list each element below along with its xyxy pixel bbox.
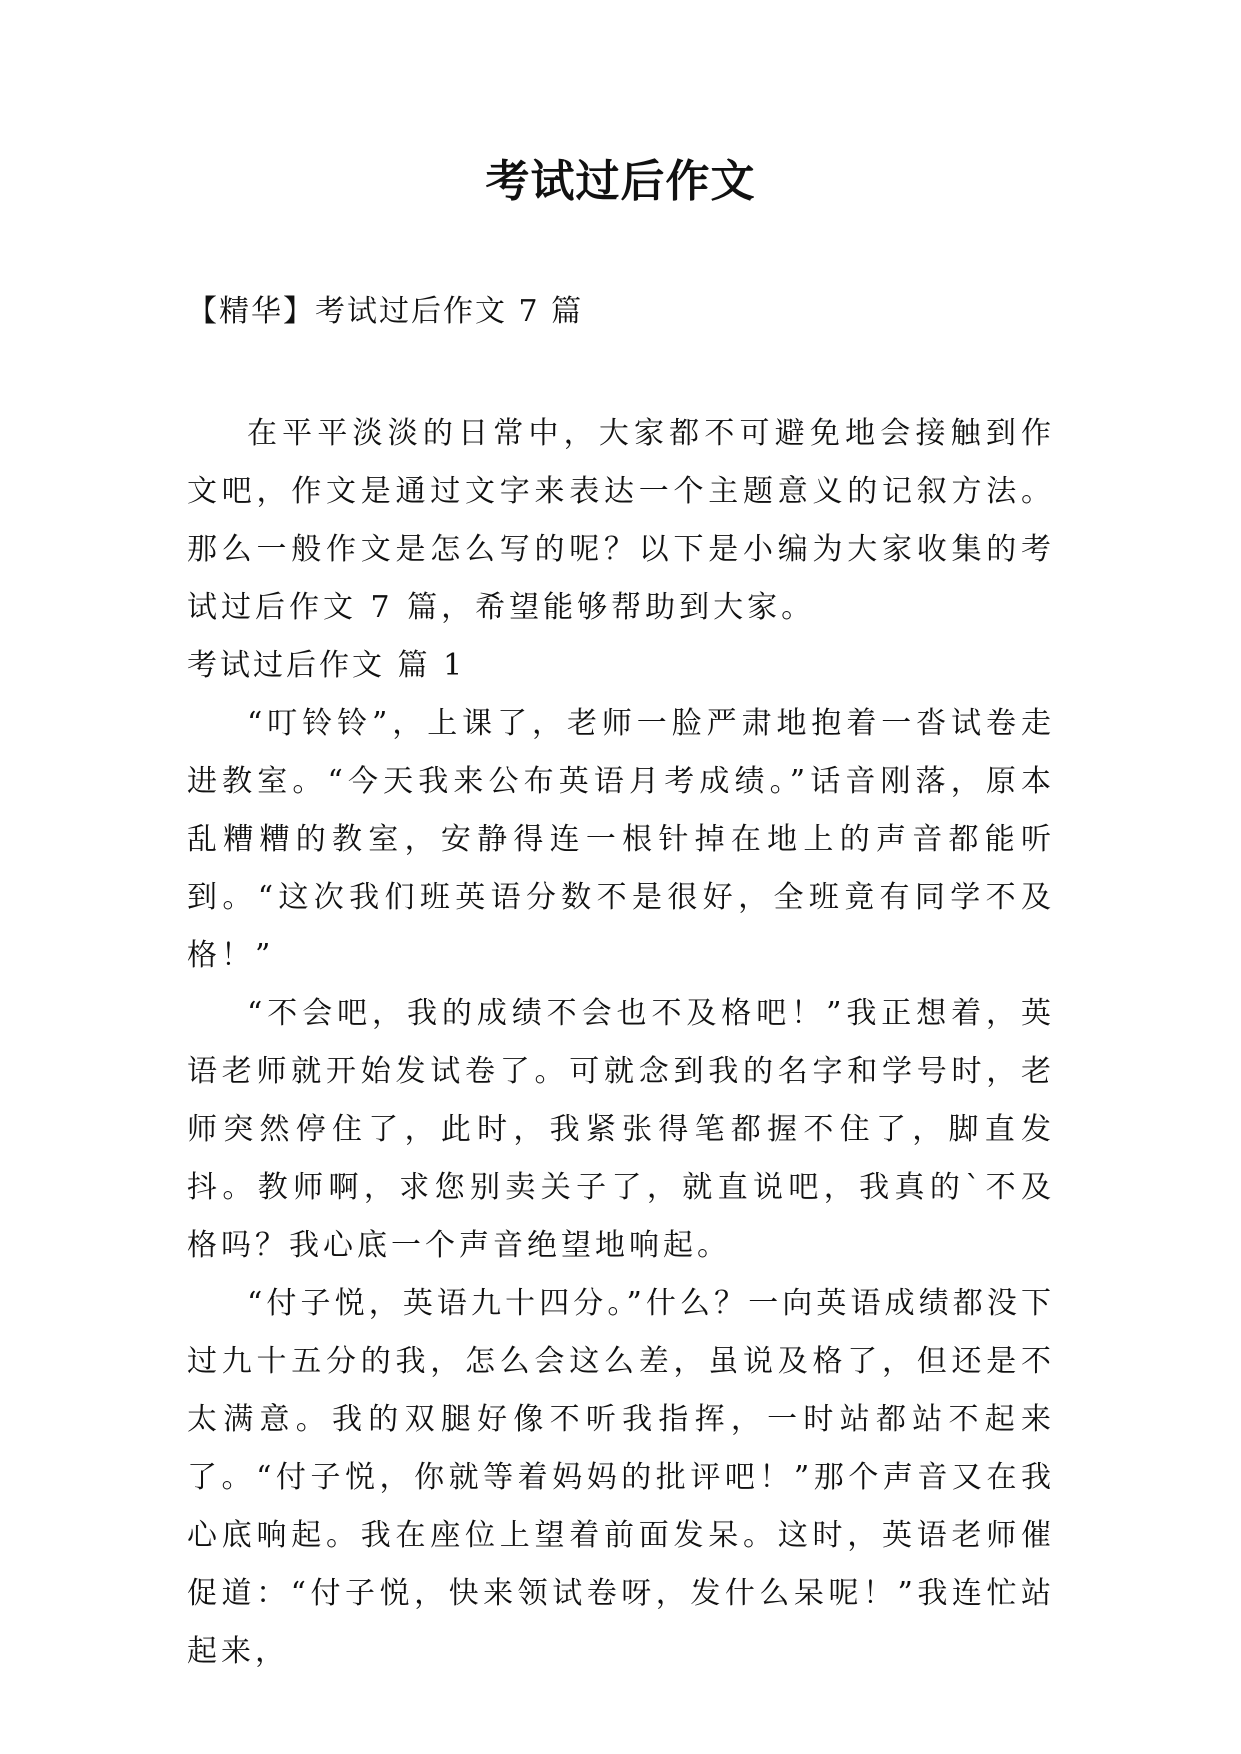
- body-paragraph: “叮铃铃”，上课了，老师一脸严肃地抱着一沓试卷走进教室。“今天我来公布英语月考成绩。”话音刚落，原本乱糟糟的教室，安静得连一根针掉在地上的声音都能听到。“这次我们班英语分数不是很好，全班竟有同学不及格！”: [187, 706, 1055, 973]
- section-heading: 考试过后作文 篇 1: [187, 648, 466, 683]
- document-subtitle: 【精华】考试过后作文 7 篇: [187, 294, 584, 329]
- document-title: 考试过后作文: [485, 156, 756, 207]
- intro-paragraph: 在平平淡淡的日常中，大家都不可避免地会接触到作文吧，作文是通过文字来表达一个主题意义的记叙方法。那么一般作文是怎么写的呢？以下是小编为大家收集的考试过后作文 7 篇，希望能够帮助到大家。: [187, 416, 1055, 625]
- body-paragraph: “付子悦，英语九十四分。”什么？一向英语成绩都没下过九十五分的我，怎么会这么差，虽说及格了，但还是不太满意。我的双腿好像不听我指挥，一时站都站不起来了。“付子悦，你就等着妈妈的批评吧！”那个声音又在我心底响起。我在座位上望着前面发呆。这时，英语老师催促道：“付子悦，快来领试卷呀，发什么呆呢！”我连忙站起来，: [187, 1286, 1055, 1669]
- document-body: [187, 405, 1055, 1681]
- body-paragraph: “不会吧，我的成绩不会也不及格吧！”我正想着，英语老师就开始发试卷了。可就念到我的名字和学号时，老师突然停住了，此时，我紧张得笔都握不住了，脚直发抖。教师啊，求您别卖关子了，就直说吧，我真的`不及格吗？我心底一个声音绝望地响起。: [187, 996, 1055, 1263]
